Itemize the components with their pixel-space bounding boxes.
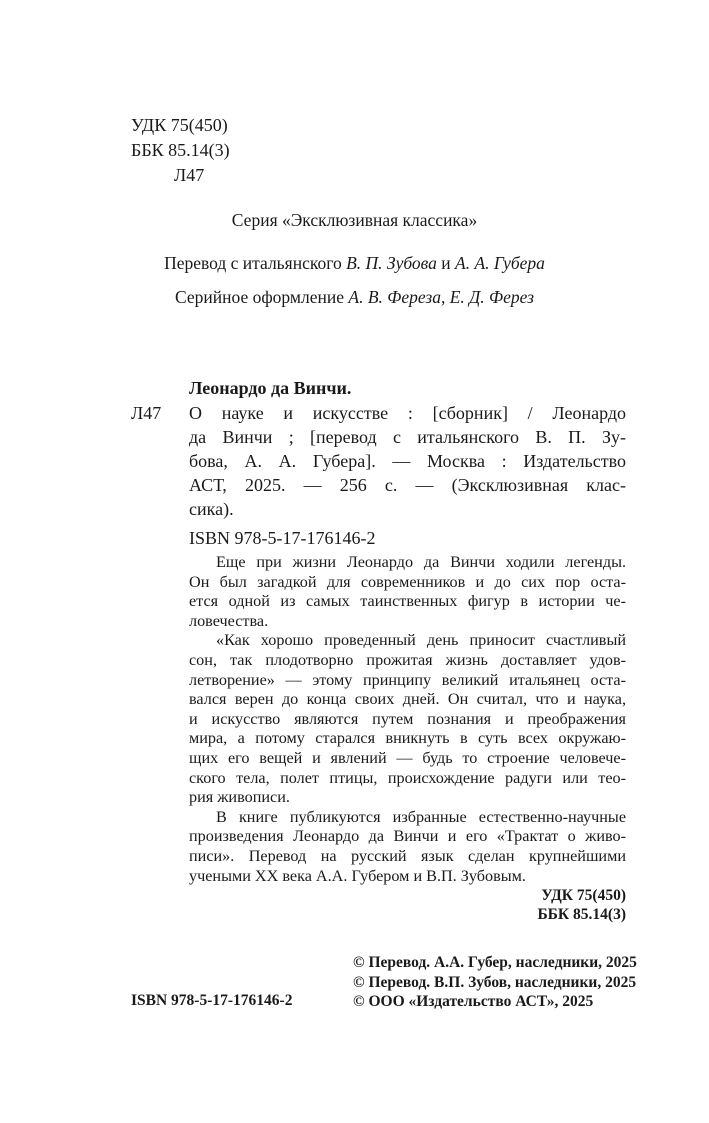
annotation-line: «Как хорошо проведенный день приносит счастливый [216,631,626,650]
entry-author: Леонардо да Винчи. [189,378,352,398]
annotation-line: рия живописи. [189,788,290,807]
bib-line: сика). [189,499,234,519]
translator-1: В. П. Зубова [346,253,437,273]
design-prefix: Серийное оформление [174,287,349,307]
bbk-code: ББК 85.14(3) [131,140,230,160]
design-credit [0,286,709,308]
bib-line: бова, А. А. Губера]. — Москва : Издательство [189,451,626,471]
copyright-line: © ООО «Издательство АСТ», 2025 [353,993,594,1010]
annotation-line: и искусство являются путем познания и преображения [189,709,626,728]
bottom-udk: УДК 75(450) [541,887,626,904]
annotation-line: Еще при жизни Леонардо да Винчи ходили легенды. [216,553,626,571]
annotation-line: учеными XX века А.А. Губером и В.П. Зубовым. [189,866,526,885]
annotation-line: ского тела, полет птицы, происхождение радуги или тео- [189,768,626,787]
translator-2: А. А. Губера [455,253,545,273]
annotation-line: ловечества. [189,611,269,630]
bib-line: АСТ, 2025. — 256 с. — (Эксклюзивная клас- [189,475,626,495]
bottom-classification-codes [537,886,626,924]
annotation-line: произведения Леонардо да Винчи и его «Трактат о живо- [189,827,626,846]
series-title: Серия «Эксклюзивная классика» [231,210,478,230]
bottom-bbk: ББК 85.14(3) [537,906,626,923]
bib-line: О науке и искусстве : [сборник] / Леонардо [189,403,626,423]
annotation-line: В книге публикуются избранные естественно-научные [216,807,626,826]
annotation [189,553,626,886]
copyright-block [353,953,637,1012]
copyright-line: © Перевод. В.П. Зубов, наследники, 2025 [353,973,637,991]
annotation-line: ется одной из самых таинственных фигур в истории че- [189,592,626,611]
translation-credit [0,252,709,274]
classification-codes [131,113,230,188]
entry-sign: Л47 [131,403,162,423]
bibliographic-description [189,401,626,521]
annotation-line: вался верен до конца своих дней. Он считал, что и наука, [189,690,626,709]
translation-conj: и [436,253,456,273]
designers: А. В. Фереза, Е. Д. Ферез [348,287,534,307]
translation-prefix: Перевод с итальянского [164,253,347,273]
annotation-line: щих его вещей и явлений — будь то строение человече- [189,748,626,767]
bib-line: да Винчи ; [перевод с итальянского В. П. Зу- [189,427,626,447]
annotation-line: летворение» — этому принципу великий итальянец оста- [189,670,626,689]
annotation-line: Он был загадкой для современников и до сих пор оста- [189,572,626,591]
entry-isbn: ISBN 978-5-17-176146-2 [189,528,376,548]
bottom-isbn: ISBN 978-5-17-176146-2 [131,992,293,1009]
copyright-line: © Перевод. А.А. Губер, наследники, 2025 [353,954,637,971]
annotation-line: мира, а потому старался вникнуть в суть всех окружаю- [189,729,626,748]
annotation-line: писи». Перевод на русский язык сделан крупнейшими [189,846,626,865]
annotation-line: сон, так плодотворно прожитая жизнь доставляет удов- [189,650,626,669]
udk-code: УДК 75(450) [131,115,228,135]
author-sign: Л47 [174,165,205,185]
